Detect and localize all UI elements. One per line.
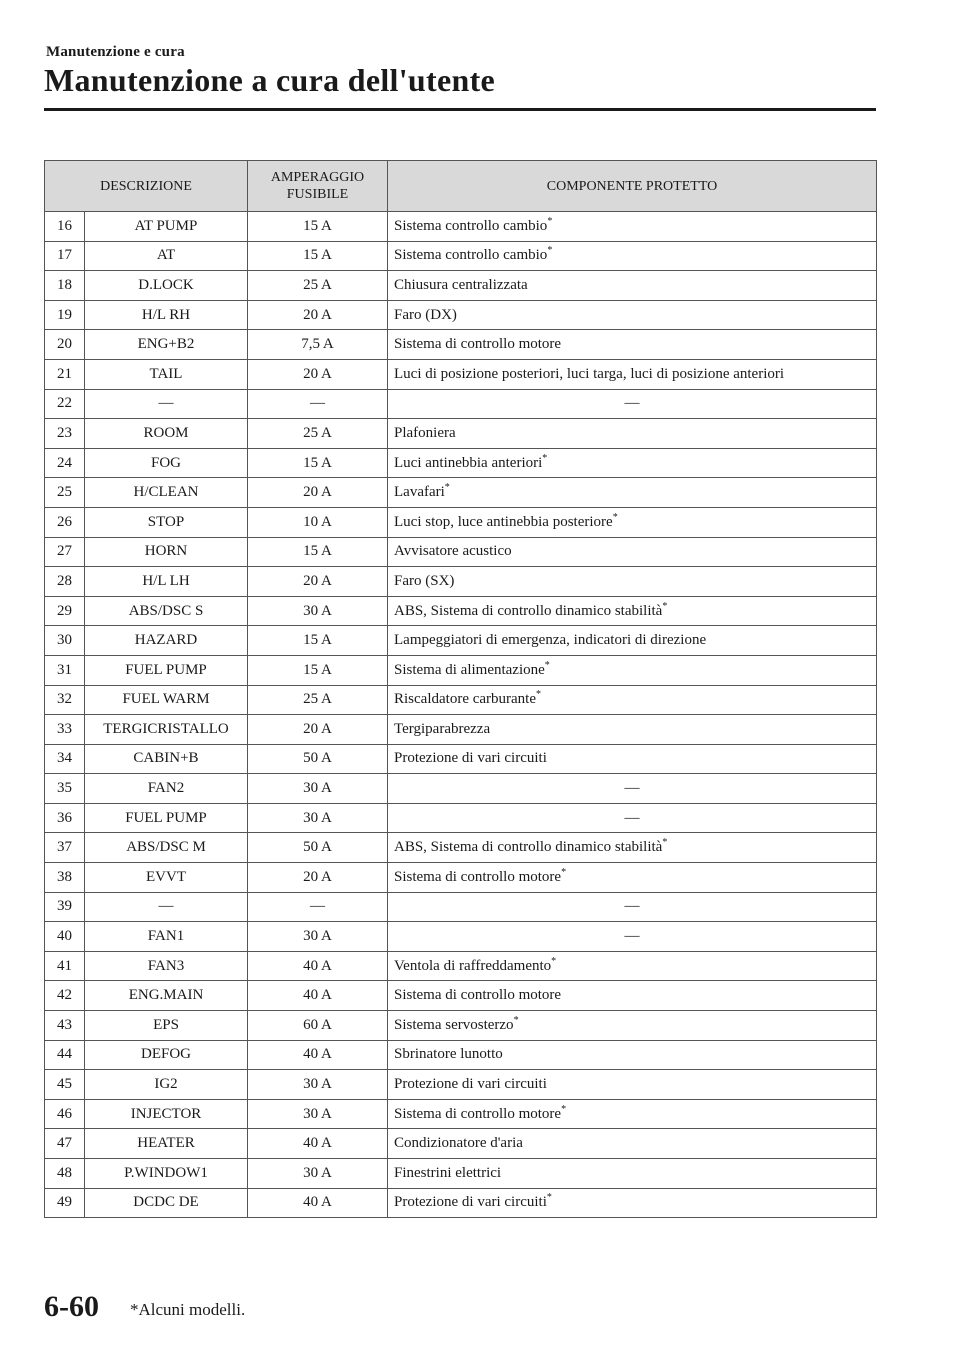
table-row [45, 715, 877, 745]
fuse-amperage: 15 A [248, 655, 388, 685]
table-row [45, 448, 877, 478]
protected-component-text: Luci antinebbia anteriori [394, 454, 543, 471]
protected-component [388, 359, 877, 389]
fuse-description: HEATER [85, 1129, 248, 1159]
protected-component [388, 300, 877, 330]
protected-component-text: Sistema di controllo motore [394, 1105, 562, 1122]
protected-component-text: Protezione di vari circuiti [394, 1076, 547, 1093]
protected-component-text: Riscaldatore carburante [394, 691, 537, 708]
table-row [45, 1188, 877, 1218]
fuse-number: 40 [45, 922, 85, 952]
protected-component [388, 1070, 877, 1100]
fuse-amperage: 20 A [248, 715, 388, 745]
protected-component [388, 1159, 877, 1189]
protected-component-text: Protezione di vari circuiti [394, 750, 547, 767]
table-row [45, 981, 877, 1011]
fuse-number: 18 [45, 271, 85, 301]
fuse-number: 20 [45, 330, 85, 360]
fuse-amperage: 10 A [248, 507, 388, 537]
fuse-description: FAN1 [85, 922, 248, 952]
protected-component-text: ABS, Sistema di controllo dinamico stabilità [394, 839, 663, 856]
fuse-description: ENG+B2 [85, 330, 248, 360]
fuse-description: — [85, 389, 248, 419]
table-row [45, 212, 877, 242]
table-row [45, 951, 877, 981]
protected-component [388, 892, 877, 922]
table-row [45, 774, 877, 804]
fuse-amperage: 40 A [248, 951, 388, 981]
fuse-number: 17 [45, 241, 85, 271]
table-row [45, 596, 877, 626]
protected-component-text: Lavafari [394, 484, 445, 501]
protected-component-text: Faro (DX) [394, 306, 457, 323]
protected-component-text: Sistema di controllo motore [394, 868, 562, 885]
fuse-description: INJECTOR [85, 1099, 248, 1129]
footnote-marker: * [662, 837, 668, 849]
fuse-amperage: — [248, 892, 388, 922]
fuse-amperage: 30 A [248, 1070, 388, 1100]
footnote-marker: * [444, 482, 450, 494]
protected-component [388, 478, 877, 508]
protected-component [388, 241, 877, 271]
fuse-number: 33 [45, 715, 85, 745]
page-title: Manutenzione a cura dell'utente [44, 62, 496, 98]
fuse-amperage: 15 A [248, 212, 388, 242]
fuse-description: FUEL PUMP [85, 803, 248, 833]
table-row [45, 744, 877, 774]
fuse-number: 29 [45, 596, 85, 626]
protected-component [388, 715, 877, 745]
table-row [45, 803, 877, 833]
table-row [45, 567, 877, 597]
table-row [45, 1099, 877, 1129]
footnote-marker: * [547, 215, 553, 227]
table-row [45, 1070, 877, 1100]
fuse-description: FUEL WARM [85, 685, 248, 715]
fuse-amperage: 30 A [248, 803, 388, 833]
fuse-amperage: 25 A [248, 271, 388, 301]
fuse-description: D.LOCK [85, 271, 248, 301]
fuse-amperage: 50 A [248, 833, 388, 863]
fuse-number: 16 [45, 212, 85, 242]
protected-component-text: Tergiparabrezza [394, 720, 491, 737]
title-rule [44, 108, 876, 111]
table-row [45, 1129, 877, 1159]
protected-component-text: Luci stop, luce antinebbia posteriore [394, 513, 613, 530]
fuse-number: 37 [45, 833, 85, 863]
fuse-description: TAIL [85, 359, 248, 389]
fuse-amperage: 25 A [248, 685, 388, 715]
table-row [45, 626, 877, 656]
footnote-marker: * [551, 955, 557, 967]
table-row [45, 419, 877, 449]
fuse-number: 47 [45, 1129, 85, 1159]
protected-component [388, 803, 877, 833]
protected-component-text: Condizionatore d'aria [394, 1135, 523, 1152]
protected-component-text: — [624, 928, 640, 945]
protected-component-text: — [624, 809, 640, 826]
fuse-description: TERGICRISTALLO [85, 715, 248, 745]
table-row [45, 1040, 877, 1070]
table-row [45, 863, 877, 893]
protected-component-text: ABS, Sistema di controllo dinamico stabilità [394, 602, 663, 619]
footnote-marker: * [612, 511, 618, 523]
footnote-marker: * [513, 1014, 519, 1026]
protected-component-text: — [624, 898, 640, 915]
protected-component-text: Sistema controllo cambio [394, 217, 548, 234]
table-row [45, 922, 877, 952]
fuse-number: 26 [45, 507, 85, 537]
fuse-number: 44 [45, 1040, 85, 1070]
protected-component-text: Sistema controllo cambio [394, 247, 548, 264]
table-row [45, 389, 877, 419]
fuse-number: 36 [45, 803, 85, 833]
section-label: Manutenzione e cura [46, 44, 185, 60]
footnote-marker: * [561, 1103, 567, 1115]
protected-component [388, 330, 877, 360]
fuse-number: 27 [45, 537, 85, 567]
fuse-description: AT [85, 241, 248, 271]
fuse-amperage: 30 A [248, 922, 388, 952]
protected-component [388, 1099, 877, 1129]
fuse-number: 34 [45, 744, 85, 774]
protected-component-text: Chiusura centralizzata [394, 276, 528, 293]
fuse-number: 19 [45, 300, 85, 330]
fuse-description: FOG [85, 448, 248, 478]
footnote-marker: * [536, 689, 542, 701]
fuse-description: H/L RH [85, 300, 248, 330]
fuse-description: — [85, 892, 248, 922]
table-row [45, 507, 877, 537]
fuse-number: 35 [45, 774, 85, 804]
fuse-amperage: 30 A [248, 596, 388, 626]
fuse-number: 22 [45, 389, 85, 419]
fuse-description: AT PUMP [85, 212, 248, 242]
footnote-marker: * [542, 452, 548, 464]
table-row [45, 537, 877, 567]
protected-component [388, 685, 877, 715]
fuse-amperage: 20 A [248, 567, 388, 597]
fuse-amperage: 20 A [248, 359, 388, 389]
fuse-amperage: 30 A [248, 1159, 388, 1189]
protected-component [388, 1129, 877, 1159]
fuse-amperage: 15 A [248, 448, 388, 478]
fuse-amperage: 20 A [248, 863, 388, 893]
protected-component-text: Lampeggiatori di emergenza, indicatori di direzione [394, 632, 707, 649]
protected-component-text: Avvisatore acustico [394, 543, 512, 560]
protected-component [388, 212, 877, 242]
protected-component [388, 389, 877, 419]
fuse-description: IG2 [85, 1070, 248, 1100]
fuse-amperage: 30 A [248, 774, 388, 804]
fuse-number: 24 [45, 448, 85, 478]
protected-component [388, 774, 877, 804]
fuse-table [44, 160, 877, 1218]
protected-component [388, 1040, 877, 1070]
header-amperage: AMPERAGGIO FUSIBILE [248, 161, 388, 212]
fuse-description: HAZARD [85, 626, 248, 656]
protected-component-text: Sistema di controllo motore [394, 987, 562, 1004]
fuse-number: 25 [45, 478, 85, 508]
protected-component [388, 863, 877, 893]
fuse-number: 43 [45, 1011, 85, 1041]
table-row [45, 330, 877, 360]
fuse-description: FUEL PUMP [85, 655, 248, 685]
fuse-number: 21 [45, 359, 85, 389]
protected-component [388, 922, 877, 952]
page-number: 6-60 [44, 1290, 99, 1323]
table-row [45, 359, 877, 389]
protected-component [388, 596, 877, 626]
fuse-number: 46 [45, 1099, 85, 1129]
fuse-description: CABIN+B [85, 744, 248, 774]
fuse-description: EPS [85, 1011, 248, 1041]
protected-component-text: — [624, 395, 640, 412]
fuse-description: ROOM [85, 419, 248, 449]
protected-component [388, 271, 877, 301]
fuse-amperage: 40 A [248, 1188, 388, 1218]
fuse-amperage: 30 A [248, 1099, 388, 1129]
fuse-number: 31 [45, 655, 85, 685]
header-description: DESCRIZIONE [45, 161, 248, 212]
fuse-number: 23 [45, 419, 85, 449]
fuse-description: FAN2 [85, 774, 248, 804]
fuse-amperage: — [248, 389, 388, 419]
footnote-marker: * [546, 1192, 552, 1204]
fuse-description: EVVT [85, 863, 248, 893]
table-row [45, 655, 877, 685]
fuse-number: 30 [45, 626, 85, 656]
fuse-number: 32 [45, 685, 85, 715]
fuse-description: ABS/DSC S [85, 596, 248, 626]
protected-component [388, 1011, 877, 1041]
fuse-description: H/L LH [85, 567, 248, 597]
table-row [45, 1159, 877, 1189]
fuse-description: STOP [85, 507, 248, 537]
protected-component-text: Faro (SX) [394, 572, 455, 589]
table-row [45, 241, 877, 271]
table-row [45, 300, 877, 330]
fuse-number: 41 [45, 951, 85, 981]
fuse-description: DEFOG [85, 1040, 248, 1070]
fuse-number: 45 [45, 1070, 85, 1100]
table-row [45, 478, 877, 508]
fuse-amperage: 15 A [248, 626, 388, 656]
protected-component-text: Plafoniera [394, 424, 456, 441]
footnote-marker: * [544, 659, 550, 671]
protected-component [388, 537, 877, 567]
fuse-description: DCDC DE [85, 1188, 248, 1218]
protected-component-text: Sbrinatore lunotto [394, 1046, 503, 1063]
protected-component [388, 626, 877, 656]
fuse-amperage: 60 A [248, 1011, 388, 1041]
fuse-number: 49 [45, 1188, 85, 1218]
footnote: *Alcuni modelli. [130, 1300, 246, 1319]
protected-component-text: — [624, 780, 640, 797]
protected-component [388, 507, 877, 537]
fuse-amperage: 20 A [248, 478, 388, 508]
fuse-description: ABS/DSC M [85, 833, 248, 863]
fuse-amperage: 40 A [248, 981, 388, 1011]
protected-component [388, 833, 877, 863]
fuse-amperage: 15 A [248, 241, 388, 271]
header-protected-component: COMPONENTE PROTETTO [388, 161, 877, 212]
footnote-marker: * [561, 866, 567, 878]
protected-component [388, 567, 877, 597]
protected-component-text: Luci di posizione posteriori, luci targa, luci di posizione anteriori [394, 365, 785, 382]
protected-component-text: Protezione di vari circuiti [394, 1194, 547, 1211]
protected-component-text: Sistema servosterzo [394, 1016, 514, 1033]
table-row [45, 833, 877, 863]
fuse-amperage: 20 A [248, 300, 388, 330]
protected-component [388, 981, 877, 1011]
protected-component [388, 951, 877, 981]
fuse-amperage: 25 A [248, 419, 388, 449]
table-header-row [45, 161, 877, 212]
protected-component-text: Finestrini elettrici [394, 1164, 502, 1181]
table-row [45, 685, 877, 715]
fuse-amperage: 50 A [248, 744, 388, 774]
fuse-amperage: 40 A [248, 1129, 388, 1159]
fuse-amperage: 15 A [248, 537, 388, 567]
fuse-number: 39 [45, 892, 85, 922]
fuse-number: 38 [45, 863, 85, 893]
protected-component-text: Sistema di alimentazione [394, 661, 545, 678]
fuse-number: 42 [45, 981, 85, 1011]
fuse-description: ENG.MAIN [85, 981, 248, 1011]
protected-component [388, 1188, 877, 1218]
protected-component [388, 448, 877, 478]
protected-component-text: Sistema di controllo motore [394, 336, 562, 353]
fuse-description: P.WINDOW1 [85, 1159, 248, 1189]
protected-component [388, 744, 877, 774]
table-row [45, 1011, 877, 1041]
protected-component-text: Ventola di raffreddamento [394, 957, 552, 974]
protected-component [388, 419, 877, 449]
fuse-description: FAN3 [85, 951, 248, 981]
fuse-number: 48 [45, 1159, 85, 1189]
fuse-amperage: 7,5 A [248, 330, 388, 360]
table-row [45, 271, 877, 301]
table-row [45, 892, 877, 922]
fuse-description: HORN [85, 537, 248, 567]
footnote-marker: * [662, 600, 668, 612]
protected-component [388, 655, 877, 685]
fuse-amperage: 40 A [248, 1040, 388, 1070]
fuse-description: H/CLEAN [85, 478, 248, 508]
fuse-number: 28 [45, 567, 85, 597]
table-body [45, 212, 877, 1218]
footnote-marker: * [547, 245, 553, 257]
